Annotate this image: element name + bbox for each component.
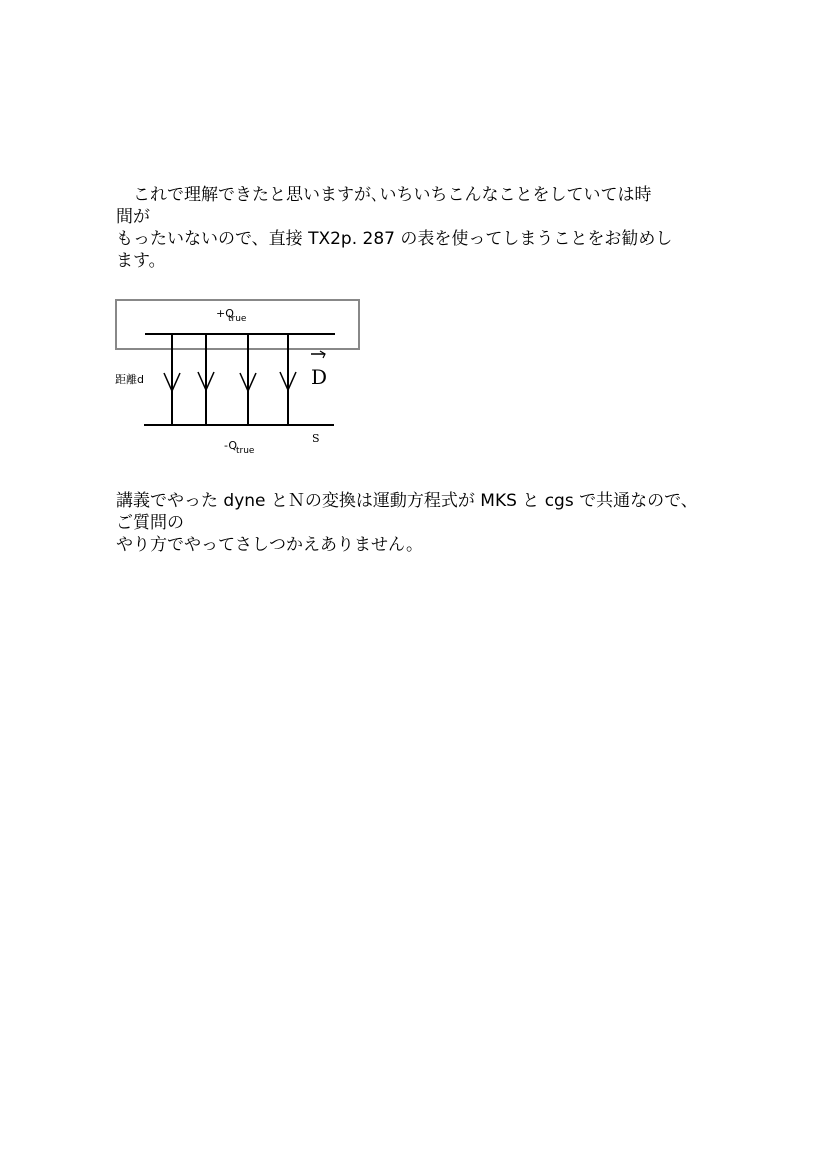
- distance-label: 距離d: [115, 373, 144, 386]
- field-line: [240, 334, 256, 425]
- paragraph-intro: [116, 184, 726, 272]
- field-line: [164, 334, 180, 425]
- paragraph-line: ます。: [116, 251, 166, 271]
- paragraph-line: ご質問の: [116, 513, 184, 533]
- paragraph-line: これで理解できたと思いますが､いちいちこんなことをしていては時: [116, 185, 652, 205]
- paragraph-line: もったいないので、直接 TX2p. 287 の表を使ってしまうことをお勧めし: [116, 229, 673, 249]
- area-label: S: [312, 432, 320, 445]
- capacitor-diagram: [110, 296, 370, 464]
- capacitor-diagram-svg: [110, 296, 370, 464]
- field-line: [198, 334, 214, 425]
- top-plate-label: +Q: [216, 307, 234, 320]
- paragraph-line: やり方でやってさしつかえありません。: [116, 535, 424, 555]
- top-plate-box: [116, 300, 359, 349]
- top-plate-subscript: true: [228, 314, 247, 324]
- bottom-plate-label: -Q: [224, 439, 238, 452]
- field-label: D: [311, 365, 328, 389]
- bottom-plate-subscript: true: [236, 446, 255, 456]
- field-line: [280, 334, 296, 425]
- paragraph-line: 間が: [116, 207, 150, 227]
- paragraph-line: 講義でやった dyne とＮの変換は運動方程式が MKS と cgs で共通なので、: [116, 491, 698, 511]
- paragraph-units: [116, 490, 726, 556]
